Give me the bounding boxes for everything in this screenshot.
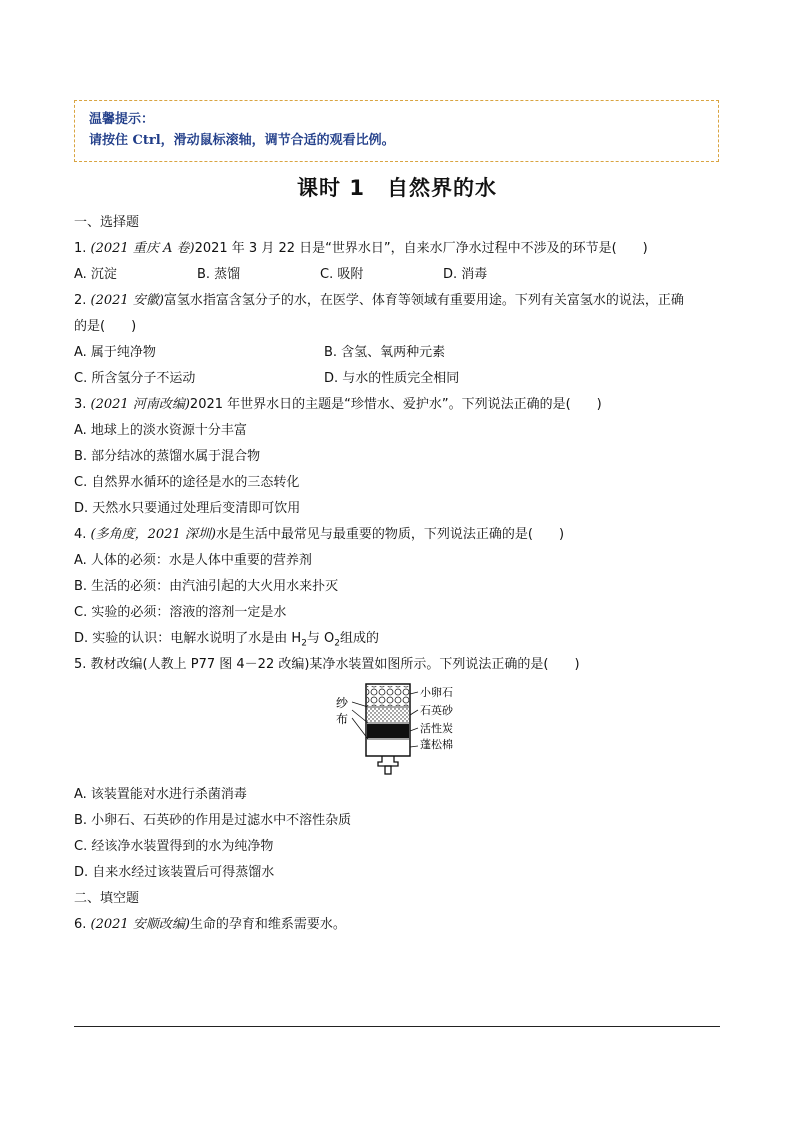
option-c: C. 所含氢分子不运动 bbox=[74, 371, 196, 386]
option-a: A. 地球上的淡水资源十分丰富 bbox=[74, 423, 247, 438]
option-d: D. 消毒 bbox=[443, 267, 488, 282]
option-c: C. 吸附 bbox=[320, 267, 364, 282]
option-c: C. 自然界水循环的途径是水的三态转化 bbox=[74, 475, 300, 490]
cotton-layer bbox=[367, 740, 409, 755]
option-d bbox=[74, 626, 724, 652]
question-number: 2. bbox=[74, 293, 91, 308]
question-source: (2021 重庆 A 卷) bbox=[90, 241, 195, 256]
sand-layer bbox=[367, 708, 409, 722]
question-stem: 2021 年世界水日的主题是“珍惜水、爱护水”。下列说法正确的是( ) bbox=[189, 397, 602, 412]
layer-label-carbon: 活性炭 bbox=[420, 722, 453, 735]
water-filter-figure bbox=[330, 680, 470, 780]
question-5 bbox=[74, 652, 724, 678]
question-source: (多角度，2021 深圳) bbox=[90, 527, 216, 542]
question-source: (2021 安徽) bbox=[90, 293, 164, 308]
option-d: D. 与水的性质完全相同 bbox=[324, 371, 460, 386]
option-d-suffix: 组成的 bbox=[340, 631, 380, 646]
question-2 bbox=[74, 288, 724, 314]
question-number: 5. bbox=[74, 657, 91, 672]
option-b: B. 蒸馏 bbox=[197, 267, 241, 282]
tip-box bbox=[74, 100, 719, 162]
question-stem: 生命的孕育和维系需要水。 bbox=[189, 917, 346, 932]
layer-label-cotton: 蓬松棉 bbox=[420, 738, 453, 751]
question-1 bbox=[74, 236, 724, 262]
option-a: A. 沉淀 bbox=[74, 267, 117, 282]
question-number: 4. bbox=[74, 527, 91, 542]
question-number: 1. bbox=[74, 241, 91, 256]
outlet-spout bbox=[385, 766, 391, 774]
question-2-stem-cont: 的是( ) bbox=[74, 319, 137, 334]
leader-line bbox=[410, 710, 418, 715]
question-6 bbox=[74, 912, 724, 938]
question-number: 3. bbox=[74, 397, 91, 412]
option-a: A. 属于纯净物 bbox=[74, 345, 156, 360]
option-c: C. 实验的必须：溶液的溶剂一定是水 bbox=[74, 605, 287, 620]
pebble-layer bbox=[367, 686, 409, 706]
option-d: D. 自来水经过该装置后可得蒸馏水 bbox=[74, 865, 275, 880]
subscript: 2 bbox=[301, 638, 307, 649]
layer-label-pebble: 小卵石 bbox=[420, 686, 453, 699]
question-source: 教材改编(人教上 P77 图 4－22 改编) bbox=[90, 657, 310, 672]
option-b: B. 生活的必须：由汽油引起的大火用水来扑灭 bbox=[74, 579, 339, 594]
page-title: 课时 1 自然界的水 bbox=[297, 176, 497, 200]
option-d-mid: 与 O bbox=[306, 631, 335, 646]
content bbox=[74, 210, 724, 938]
question-2-options-ab bbox=[74, 340, 724, 366]
question-source: (2021 安顺改编) bbox=[90, 917, 190, 932]
gauze-label-1: 纱 bbox=[336, 696, 349, 710]
outlet-tap bbox=[378, 756, 398, 766]
carbon-layer bbox=[367, 724, 409, 738]
option-b: B. 含氢、氧两种元素 bbox=[324, 345, 446, 360]
gauze-label-2: 布 bbox=[336, 712, 349, 726]
question-number: 6. bbox=[74, 917, 91, 932]
section-fill: 二、填空题 bbox=[74, 891, 140, 906]
question-stem: 水是生活中最常见与最重要的物质，下列说法正确的是( ) bbox=[215, 527, 565, 542]
option-a: A. 该装置能对水进行杀菌消毒 bbox=[74, 787, 247, 802]
subscript: 2 bbox=[334, 638, 341, 649]
option-b: B. 小卵石、石英砂的作用是过滤水中不溶性杂质 bbox=[74, 813, 352, 828]
question-stem: 富氢水指富含氢分子的水，在医学、体育等领域有重要用途。下列有关富氢水的说法，正确 bbox=[163, 293, 684, 308]
question-4 bbox=[74, 522, 724, 548]
question-3 bbox=[74, 392, 724, 418]
question-source: (2021 河南改编) bbox=[90, 397, 190, 412]
question-stem: 2021 年 3 月 22 日是“世界水日”，自来水厂净水过程中不涉及的环节是( ) bbox=[194, 241, 648, 256]
layer-label-sand: 石英砂 bbox=[420, 704, 453, 717]
option-d: D. 天然水只要通过处理后变清即可饮用 bbox=[74, 501, 301, 516]
option-c: C. 经该净水装置得到的水为纯净物 bbox=[74, 839, 274, 854]
leader-line bbox=[410, 692, 418, 694]
tip-text: 请按住 Ctrl，滑动鼠标滚轴，调节合适的观看比例。 bbox=[89, 133, 395, 148]
footer-rule bbox=[74, 1026, 720, 1027]
question-1-options bbox=[74, 262, 724, 288]
option-d-prefix: D. 实验的认识：电解水说明了水是由 H bbox=[74, 631, 302, 646]
question-stem: 某净水装置如图所示。下列说法正确的是( ) bbox=[309, 657, 580, 672]
section-choice: 一、选择题 bbox=[74, 215, 140, 230]
option-a: A. 人体的必须：水是人体中重要的营养剂 bbox=[74, 553, 312, 568]
question-2-options-cd bbox=[74, 366, 724, 392]
option-b: B. 部分结冰的蒸馏水属于混合物 bbox=[74, 449, 261, 464]
leader-line bbox=[410, 746, 418, 747]
tip-heading: 温馨提示： bbox=[89, 112, 155, 127]
leader-line bbox=[410, 728, 418, 731]
